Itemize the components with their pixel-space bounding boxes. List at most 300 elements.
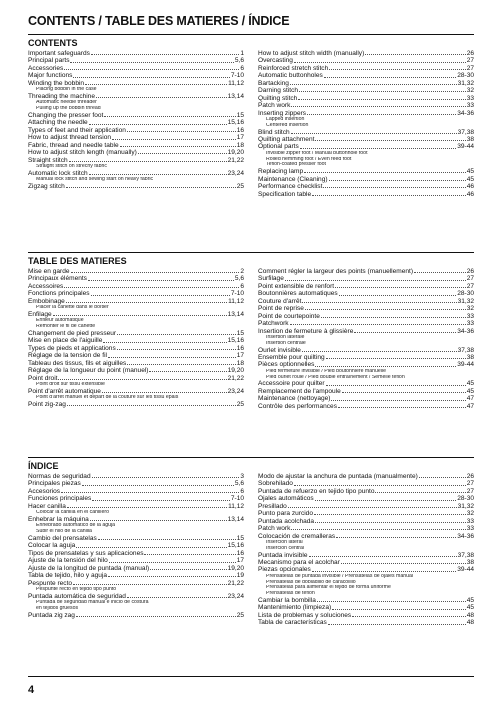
toc-entry-label: Embobinage xyxy=(28,297,65,305)
toc-entry xyxy=(258,305,474,312)
dot-leader xyxy=(58,379,226,380)
dot-leader xyxy=(291,133,457,134)
dot-leader xyxy=(302,351,457,352)
dot-leader xyxy=(66,302,227,303)
toc-entry-label: Pièces optionnelles xyxy=(258,361,315,369)
toc-entry xyxy=(28,557,244,564)
toc-entry-label: Straight stitch xyxy=(28,156,68,164)
dot-leader xyxy=(149,371,226,372)
toc-entry-page: 45 xyxy=(466,175,474,183)
toc-entry-label: Fonctions principales xyxy=(28,290,90,298)
toc-entry xyxy=(258,80,474,87)
toc-entry-label: Performance checklist xyxy=(258,183,323,191)
toc-entry-label: Automatic lock stitch xyxy=(28,169,88,177)
toc-entry-label: Maintenance (nettoyage) xyxy=(258,395,331,403)
toc-entry-label: Point de reprise xyxy=(258,305,304,313)
toc-entry-page: 6 xyxy=(240,282,244,290)
dot-leader xyxy=(89,174,227,175)
toc-subentry: Placer la canette dans le boîtier xyxy=(36,305,109,311)
toc-entry xyxy=(28,311,244,318)
toc-entry-page: 45 xyxy=(466,387,474,395)
toc-entry-page: 6 xyxy=(240,64,244,72)
dot-leader xyxy=(108,576,236,577)
toc-entry-page: 11,12 xyxy=(228,502,244,510)
toc-entry-label: Darning stitch xyxy=(258,87,299,95)
toc-subentry: Enhebrado automático de la aguja xyxy=(36,523,116,529)
toc-entry-label: Contrôle des performances xyxy=(258,402,337,410)
toc-entry-page: 33 xyxy=(466,320,474,328)
toc-entry-page: 32 xyxy=(466,305,474,313)
dot-leader xyxy=(338,407,466,408)
toc-entry-page: 17 xyxy=(236,557,244,565)
dot-leader xyxy=(341,563,466,564)
toc-entry-label: Accessoires xyxy=(28,282,64,290)
toc-entry-page: 34-36 xyxy=(457,327,474,335)
toc-entry-page: 31,32 xyxy=(457,79,474,87)
toc-entry-label: Comment régler la largeur des points (manuellement) xyxy=(258,268,414,275)
dot-leader xyxy=(71,272,240,273)
toc-entry-page: 26 xyxy=(466,50,474,57)
section-title: TABLE DES MATIERES xyxy=(28,256,127,266)
toc-entry-label: Ajuste de la tensión del hilo xyxy=(28,557,108,565)
toc-entry-page: 32 xyxy=(466,510,474,518)
toc-entry-label: Ajuste de la longitud de puntada (manual) xyxy=(28,564,150,572)
toc-entry-page: 5,6 xyxy=(234,275,244,283)
toc-column-right xyxy=(258,50,474,198)
toc-entry-page: 17 xyxy=(236,352,244,360)
toc-entry-page: 27 xyxy=(466,64,474,72)
toc-entry-label: Specification table xyxy=(258,190,312,198)
toc-entry-label: Hacer canilla xyxy=(28,502,66,510)
dot-leader xyxy=(117,334,236,335)
toc-entry-page: 27 xyxy=(466,480,474,488)
toc-entry-page: 45 xyxy=(466,380,474,388)
toc-entry-page: 27 xyxy=(466,487,474,495)
toc-entry-label: Insertion de fermeture à glissière xyxy=(258,327,354,335)
toc-entry xyxy=(258,283,474,290)
toc-column-right xyxy=(258,473,474,627)
dot-leader xyxy=(102,392,227,393)
dot-leader xyxy=(339,295,457,296)
toc-entry xyxy=(258,50,474,57)
toc-entry-label: Principaux éléments xyxy=(28,275,87,283)
toc-entry xyxy=(28,93,244,100)
dot-leader xyxy=(64,287,239,288)
toc-entry-page: 17 xyxy=(236,134,244,142)
toc-entry-page: 19 xyxy=(236,572,244,580)
toc-entry-label: Patch work xyxy=(258,102,291,110)
toc-entry-page: 18 xyxy=(236,141,244,149)
toc-entry xyxy=(28,57,244,64)
dot-leader xyxy=(92,477,240,478)
toc-entry-label: Enfilage xyxy=(28,310,52,318)
toc-entry-page: 45 xyxy=(466,597,474,605)
toc-entry xyxy=(258,518,474,525)
toc-entry-label: Threading the machine xyxy=(28,92,95,100)
toc-entry xyxy=(28,298,244,305)
toc-entry xyxy=(28,612,244,619)
toc-entry xyxy=(258,313,474,320)
dot-leader xyxy=(354,332,456,333)
toc-entry-page: 26 xyxy=(466,473,474,480)
toc-subentry: Inserción lateral xyxy=(266,539,303,545)
dot-leader xyxy=(144,554,235,555)
toc-entry xyxy=(258,495,474,502)
toc-entry xyxy=(258,488,474,495)
toc-entry-page: 23,24 xyxy=(227,387,244,395)
toc-subentry: Centered insertion xyxy=(266,122,309,128)
toc-entry-page: 25 xyxy=(236,611,244,619)
toc-entry xyxy=(28,488,244,495)
dot-leader xyxy=(298,99,465,100)
toc-entry xyxy=(258,525,474,532)
toc-entry-page: 21,22 xyxy=(227,156,244,164)
toc-entry-label: Types of feet and their application xyxy=(28,126,126,134)
toc-entry xyxy=(28,283,244,290)
toc-entry-label: How to adjust stitch length (manually) xyxy=(28,149,137,157)
dot-leader xyxy=(112,139,236,140)
toc-entry-label: Punto para zurcido xyxy=(258,510,313,518)
toc-entry-label: Point extensible de renfort xyxy=(258,282,335,290)
dot-leader xyxy=(317,601,466,602)
dot-leader xyxy=(336,537,456,538)
section-contents xyxy=(28,38,474,198)
toc-entry-label: Normas de seguridad xyxy=(28,473,91,480)
toc-entry-page: 37,38 xyxy=(457,128,474,136)
toc-column-left xyxy=(28,50,244,198)
toc-entry-page: 33 xyxy=(466,102,474,110)
toc-entry xyxy=(258,183,474,190)
dot-leader xyxy=(304,172,466,173)
toc-entry xyxy=(28,580,244,587)
toc-subentry: Colocar la canilla en el canillero xyxy=(36,510,109,516)
toc-entry-label: Replacing lamp xyxy=(258,168,304,176)
dot-leader xyxy=(288,507,457,508)
dot-leader xyxy=(117,349,236,350)
toc-entry-page: 39-44 xyxy=(457,361,474,369)
toc-entry-page: 18 xyxy=(236,359,244,367)
dot-leader xyxy=(314,514,466,515)
toc-entry-page: 33 xyxy=(466,312,474,320)
dot-leader xyxy=(328,624,466,625)
dot-leader xyxy=(294,62,466,63)
toc-entry xyxy=(258,480,474,487)
toc-subentry: Inserción central xyxy=(266,545,305,551)
toc-entry-page: 34-36 xyxy=(457,109,474,117)
dot-leader xyxy=(291,106,465,107)
toc-entry-page: 28-30 xyxy=(457,495,474,503)
dot-leader xyxy=(315,522,466,523)
dot-leader xyxy=(315,500,457,501)
toc-entry-label: Quilting attachment xyxy=(258,135,315,143)
dot-leader xyxy=(53,315,227,316)
toc-column-left xyxy=(28,268,244,410)
dot-leader xyxy=(312,571,456,572)
toc-entry-label: Puntada acolchada xyxy=(258,517,315,525)
page-title: CONTENTS / TABLE DES MATIERES / ÍNDICE xyxy=(28,14,290,28)
toc-entry-page: 5,6 xyxy=(234,57,244,65)
section-title: CONTENTS xyxy=(28,38,78,48)
dot-leader xyxy=(332,609,466,610)
toc-entry-label: Principales piezas xyxy=(28,480,81,488)
toc-entry-label: Changement de pied presseur xyxy=(28,330,117,338)
toc-entry-label: Ourlet invisible xyxy=(258,346,301,354)
toc-entry-label: Point zig-zag xyxy=(28,401,66,409)
toc-entry-page: 19,20 xyxy=(227,149,244,157)
toc-entry-page: 21,22 xyxy=(227,374,244,382)
toc-entry-label: Overcasting xyxy=(258,57,293,65)
toc-entry-label: Important safeguards xyxy=(28,50,90,57)
toc-subentry: Lapped insertion xyxy=(266,116,305,122)
toc-subentry: Subir el hilo de la canilla xyxy=(36,529,92,535)
section-indice xyxy=(28,461,474,627)
dot-leader xyxy=(414,272,466,273)
toc-subentry: Rolled hemming foot / Even feed foot xyxy=(266,156,352,162)
toc-entry xyxy=(258,347,474,354)
section-rule xyxy=(28,252,474,253)
dot-leader xyxy=(108,357,236,358)
toc-entry-label: How to adjust stitch width (manually) xyxy=(258,50,365,57)
toc-entry-page: 32 xyxy=(466,87,474,95)
toc-subentry: Point droit sur tissu extensible xyxy=(36,382,105,388)
dot-leader xyxy=(375,492,465,493)
toc-entry-label: Zigzag stitch xyxy=(28,183,65,191)
toc-entry xyxy=(258,95,474,102)
dot-leader xyxy=(91,54,239,55)
dot-leader xyxy=(291,529,465,530)
toc-entry-page: 19,20 xyxy=(227,564,244,572)
dot-leader xyxy=(329,180,466,181)
dot-leader xyxy=(103,342,226,343)
toc-entry xyxy=(258,552,474,559)
dot-leader xyxy=(66,187,236,188)
toc-entry-label: Point de courtepointe xyxy=(258,312,320,320)
dot-leader xyxy=(329,69,465,70)
toc-entry xyxy=(28,535,244,542)
dot-leader xyxy=(352,616,466,617)
toc-entry-label: Point d'arrêt automatique xyxy=(28,387,101,395)
dot-leader xyxy=(331,400,465,401)
toc-entry xyxy=(258,559,474,566)
toc-entry xyxy=(28,80,244,87)
toc-entry-label: Automatic buttonholes xyxy=(258,72,323,80)
toc-entry-page: 19,20 xyxy=(227,367,244,375)
dot-leader xyxy=(294,485,466,486)
toc-entry-page: 13,14 xyxy=(227,310,244,318)
toc-entry-page: 28-30 xyxy=(457,290,474,298)
toc-entry-label: Puntada automática de seguridad xyxy=(28,592,126,600)
toc-entry xyxy=(258,320,474,327)
toc-entry xyxy=(258,275,474,282)
toc-entry xyxy=(28,290,244,297)
toc-entry xyxy=(28,330,244,337)
dot-leader xyxy=(321,317,466,318)
toc-entry-label: Quilting stitch xyxy=(258,94,298,102)
toc-entry-label: Mantenimiento (limpieza) xyxy=(258,604,332,612)
toc-entry-page: 23,24 xyxy=(227,592,244,600)
toc-entry-label: Tabla de características xyxy=(258,619,327,627)
toc-entry-page: 31,32 xyxy=(457,502,474,510)
toc-entry xyxy=(258,388,474,395)
toc-entry-page: 6 xyxy=(240,487,244,495)
toc-subentry: Pied ourlet roulé / Pied double entraînement / Semelle téflon xyxy=(266,374,405,380)
toc-subentry: Insertion centrale xyxy=(266,340,306,346)
toc-subentry: Puntada de seguridad manual e inicio de costura xyxy=(36,600,149,606)
toc-subentry: Manual lock stitch and sewing start on heavy fabric xyxy=(36,177,154,183)
dot-leader xyxy=(98,539,236,540)
toc-entry xyxy=(28,565,244,572)
toc-entry xyxy=(28,157,244,164)
dot-leader xyxy=(88,280,234,281)
toc-subentry: Pulling up the bobbin thread xyxy=(36,106,101,112)
toc-entry-label: Réglage de la longueur du point (manuel) xyxy=(28,367,149,375)
dot-leader xyxy=(104,116,235,117)
toc-entry-label: Boutonnières automatiques xyxy=(258,290,338,298)
dot-leader xyxy=(76,616,236,617)
toc-subentry: Automatic needle threader xyxy=(36,100,97,106)
dot-leader xyxy=(315,140,465,141)
section-rule xyxy=(28,457,474,458)
dot-leader xyxy=(82,485,234,486)
toc-entry-label: Colocar la aguja xyxy=(28,542,76,550)
toc-entry xyxy=(28,183,244,190)
toc-entry xyxy=(28,149,244,156)
toc-entry xyxy=(28,593,244,600)
dot-leader xyxy=(307,114,456,115)
toc-entry-page: 15,16 xyxy=(227,542,244,550)
toc-entry xyxy=(28,542,244,549)
toc-entry-page: 39-44 xyxy=(457,143,474,151)
dot-leader xyxy=(285,280,466,281)
toc-entry-page: 33 xyxy=(466,517,474,525)
toc-entry-label: Piezas opcionales xyxy=(258,566,311,574)
toc-entry xyxy=(258,473,474,480)
toc-entry-label: Inserting zippers xyxy=(258,109,307,117)
toc-subentry: Prensatelas para alimentar el tejido de forma uniforme xyxy=(266,585,391,591)
toc-entry xyxy=(28,337,244,344)
toc-entry-page: 48 xyxy=(466,619,474,627)
dot-leader xyxy=(309,556,457,557)
toc-entry xyxy=(258,110,474,117)
toc-entry-page: 34-36 xyxy=(457,532,474,540)
toc-entry xyxy=(258,176,474,183)
toc-entry-label: Types de pieds et applications xyxy=(28,344,116,352)
toc-entry-page: 1 xyxy=(240,50,244,57)
toc-entry-page: 37,38 xyxy=(457,346,474,354)
dot-leader xyxy=(61,492,239,493)
toc-entry-label: Ojales automáticos xyxy=(258,495,314,503)
toc-entry-page: 27 xyxy=(466,275,474,283)
toc-entry xyxy=(28,127,244,134)
toc-subentry: en tejidos gruesos xyxy=(36,606,79,612)
toc-entry xyxy=(258,354,474,361)
toc-entry xyxy=(258,136,474,143)
toc-entry-page: 37,38 xyxy=(457,551,474,559)
dot-leader xyxy=(335,287,466,288)
dot-leader xyxy=(90,520,227,521)
dot-leader xyxy=(67,507,227,508)
dot-leader xyxy=(85,84,227,85)
dot-leader xyxy=(96,97,227,98)
toc-entry-page: 27 xyxy=(466,282,474,290)
dot-leader xyxy=(150,569,226,570)
toc-subentry: Point d'arrêt manuel et départ de la couture sur les tissu épais xyxy=(36,395,179,401)
toc-entry-label: Winding the bobbin xyxy=(28,79,85,87)
toc-entry-label: Mise en garde xyxy=(28,268,70,275)
toc-entry-page: 16 xyxy=(236,126,244,134)
toc-subentry: Pespunte recto en tejido tipo punto xyxy=(36,587,117,593)
toc-entry-page: 39-44 xyxy=(457,566,474,574)
section-title: ÍNDICE xyxy=(28,461,59,471)
toc-entry-label: Enhebrar la máquina xyxy=(28,515,89,523)
toc-entry xyxy=(28,268,244,275)
toc-entry xyxy=(28,375,244,382)
toc-entry-page: 46 xyxy=(466,190,474,198)
toc-subentry: Prensatelas de teflón xyxy=(266,591,315,597)
toc-entry xyxy=(28,367,244,374)
toc-entry-page: 7-10 xyxy=(230,290,244,298)
dot-leader xyxy=(323,187,465,188)
toc-entry-label: Principal parts xyxy=(28,57,70,65)
toc-entry xyxy=(28,352,244,359)
toc-subentry: Pied fermeture invisible / Pied boutonnière manuelle xyxy=(266,368,386,374)
dot-leader xyxy=(312,195,466,196)
toc-entry xyxy=(258,619,474,626)
toc-entry xyxy=(28,550,244,557)
toc-entry xyxy=(28,503,244,510)
toc-entry xyxy=(258,328,474,335)
toc-entry-label: Réglage de la tension de fil xyxy=(28,352,107,360)
toc-entry xyxy=(258,65,474,72)
toc-entry xyxy=(28,572,244,579)
toc-entry-page: 45 xyxy=(466,604,474,612)
toc-entry xyxy=(28,170,244,177)
toc-entry-page: 38 xyxy=(466,558,474,566)
dot-leader xyxy=(365,54,465,55)
toc-entry-label: Surfilage xyxy=(258,275,284,283)
toc-entry xyxy=(258,395,474,402)
toc-subentry: Insertion latérale xyxy=(266,334,305,340)
toc-entry-label: Presillado xyxy=(258,502,287,510)
toc-subentry: Prensatelas de puntada invisible / Prensatelas de ojales manual xyxy=(266,573,414,579)
toc-entry-label: Reinforced stretch stitch xyxy=(258,64,329,72)
toc-entry-page: 7-10 xyxy=(230,495,244,503)
toc-entry xyxy=(258,129,474,136)
toc-entry-page: 38 xyxy=(466,135,474,143)
toc-entry xyxy=(28,72,244,79)
toc-entry-label: Accessoire pour quilter xyxy=(258,380,325,388)
toc-entry xyxy=(28,112,244,119)
toc-entry-label: Couture d'arrêt xyxy=(258,297,302,305)
toc-entry xyxy=(28,360,244,367)
toc-subentry: Placing bobbin in the case xyxy=(36,87,97,93)
toc-entry xyxy=(258,102,474,109)
toc-entry xyxy=(28,473,244,480)
section-table-des-matieres xyxy=(28,256,474,410)
dot-leader xyxy=(302,302,456,303)
toc-entry-label: Patchwork xyxy=(258,320,289,328)
toc-entry xyxy=(258,87,474,94)
toc-entry-page: 15 xyxy=(236,112,244,120)
toc-entry-page: 48 xyxy=(466,611,474,619)
toc-entry-page: 25 xyxy=(236,401,244,409)
toc-entry-label: Colocación de cremalleras xyxy=(258,532,336,540)
title-rule xyxy=(28,34,474,35)
dot-leader xyxy=(73,584,227,585)
toc-entry xyxy=(28,345,244,352)
toc-entry-page: 26 xyxy=(466,268,474,275)
page-number: 4 xyxy=(28,684,35,696)
